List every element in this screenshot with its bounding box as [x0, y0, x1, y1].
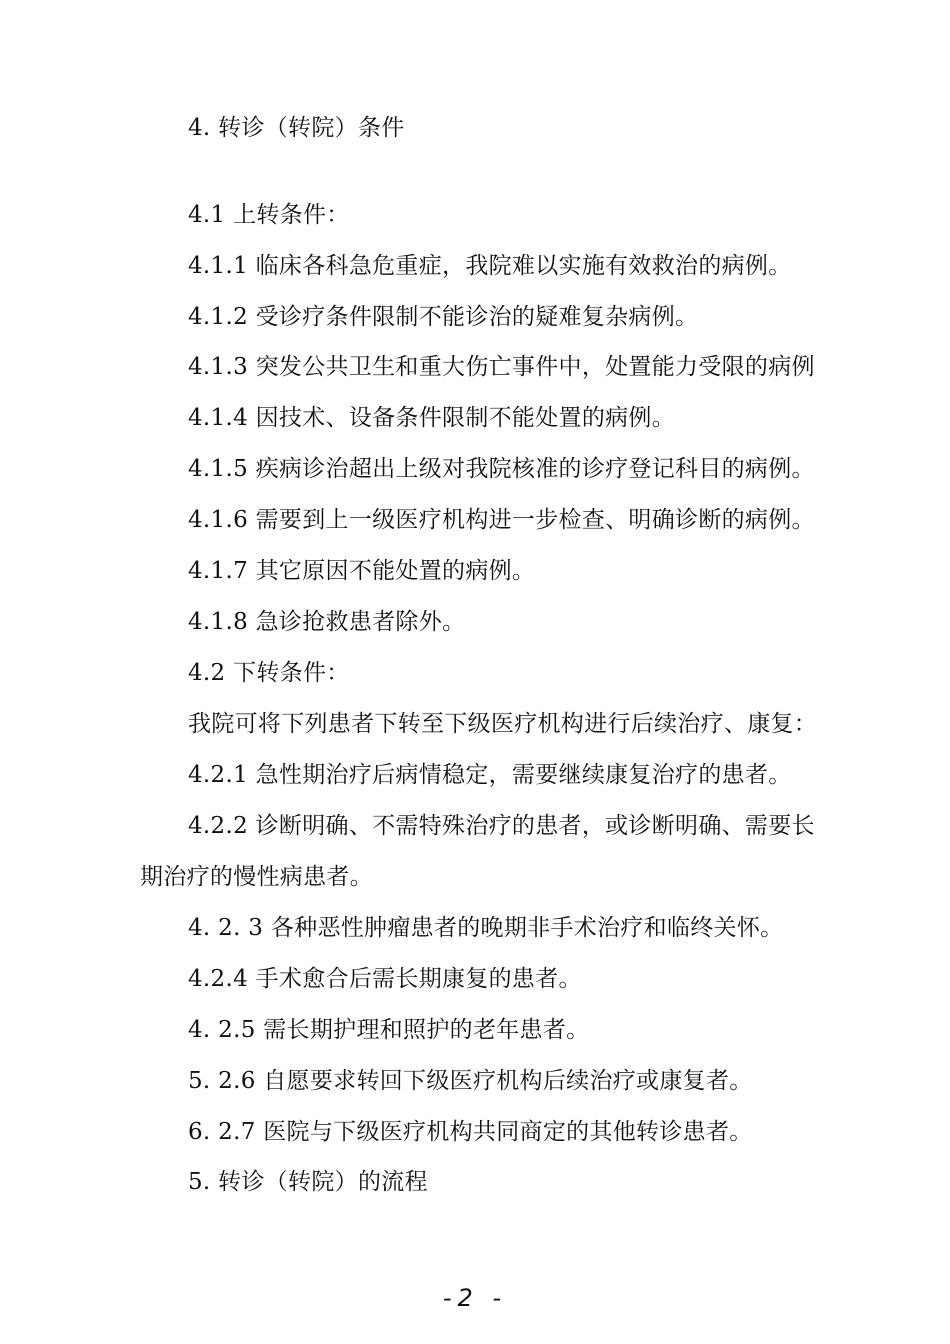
paragraph-4-1-2: 4.1.2 受诊疗条件限制不能诊治的疑难复杂病例。 — [188, 304, 699, 330]
paragraph-4-2-3: 4. 2. 3 各种恶性肿瘤患者的晚期非手术治疗和临终关怀。 — [188, 915, 784, 941]
paragraph-4-2-7: 6. 2.7 医院与下级医疗机构共同商定的其他转诊患者。 — [188, 1119, 753, 1145]
paragraph-4-2-5: 4. 2.5 需长期护理和照护的老年患者。 — [188, 1017, 590, 1043]
section-heading-5: 5. 转诊（转院）的流程 — [188, 1169, 428, 1195]
paragraph-4-1-7: 4.1.7 其它原因不能处置的病例。 — [188, 558, 536, 584]
paragraph-4-1-3: 4.1.3 突发公共卫生和重大伤亡事件中，处置能力受限的病例 — [188, 354, 815, 380]
paragraph-intro-4-2: 我院可将下列患者下转至下级医疗机构进行后续治疗、康复： — [188, 711, 818, 737]
paragraph-4-1-8: 4.1.8 急诊抢救患者除外。 — [188, 609, 466, 635]
paragraph-4-2-1: 4.2.1 急性期治疗后病情稳定，需要继续康复治疗的患者。 — [188, 762, 792, 788]
paragraph-4-2-4: 4.2.4 手术愈合后需长期康复的患者。 — [188, 966, 582, 992]
subsection-heading-4-2: 4.2 下转条件： — [188, 660, 350, 686]
page-number: -2 - — [442, 1284, 508, 1312]
subsection-heading-4-1: 4.1 上转条件： — [188, 202, 350, 228]
paragraph-4-1-4: 4.1.4 因技术、设备条件限制不能处置的病例。 — [188, 405, 676, 431]
paragraph-4-2-2-line-1: 4.2.2 诊断明确、不需特殊治疗的患者，或诊断明确、需要长 — [188, 813, 815, 839]
paragraph-4-1-1: 4.1.1 临床各科急危重症，我院难以实施有效救治的病例。 — [188, 253, 792, 279]
paragraph-4-1-5: 4.1.5 疾病诊治超出上级对我院核准的诊疗登记科目的病例。 — [188, 456, 815, 482]
paragraph-4-1-6: 4.1.6 需要到上一级医疗机构进一步检查、明确诊断的病例。 — [188, 507, 815, 533]
paragraph-4-2-2-line-2: 期治疗的慢性病患者。 — [140, 864, 373, 890]
section-heading-4: 4. 转诊（转院）条件 — [188, 115, 405, 141]
paragraph-4-2-6: 5. 2.6 自愿要求转回下级医疗机构后续治疗或康复者。 — [188, 1068, 753, 1094]
